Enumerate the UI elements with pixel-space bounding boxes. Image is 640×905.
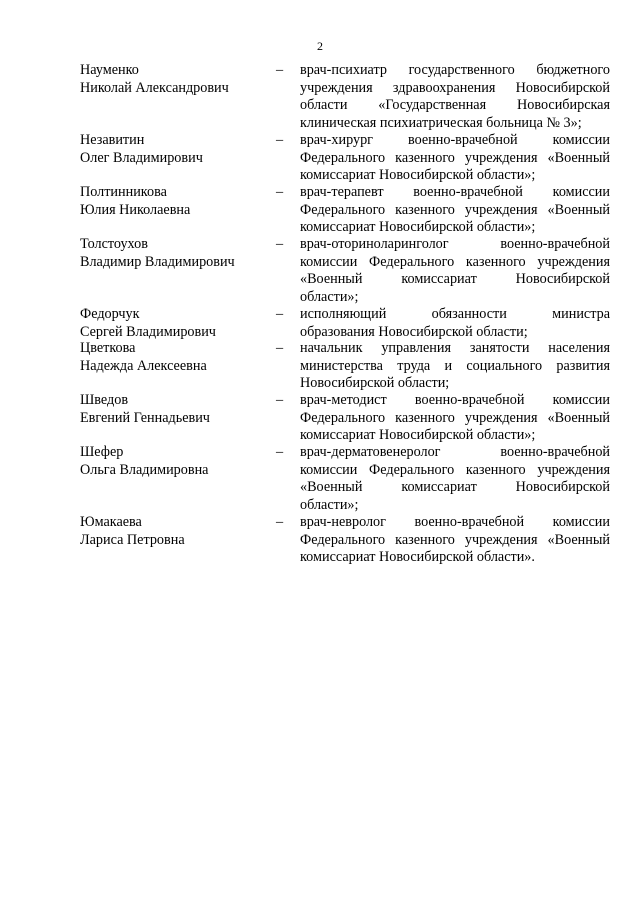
member-name: [80, 62, 280, 97]
position-line: врач-невролог военно-врачебной комиссии: [300, 514, 610, 530]
member-name: [80, 444, 280, 479]
position-line: начальник управления занятости населения: [300, 340, 610, 356]
position-line: учреждения здравоохранения Новосибирской: [300, 79, 610, 96]
position-line: исполняющий обязанности министра: [300, 306, 610, 322]
position-line: министерства труда и социального развития: [300, 357, 610, 374]
member-name: [80, 514, 280, 549]
position-line: «Военный комиссариат Новосибирской: [300, 479, 610, 496]
member-position: [300, 132, 610, 185]
member-given-names: Владимир Владимирович: [80, 253, 235, 270]
position-line: врач-оториноларинголог военно-врачебной: [300, 236, 610, 252]
member-name: [80, 306, 280, 341]
position-line: комиссариат Новосибирской области».: [300, 549, 535, 566]
member-position: [300, 62, 610, 132]
member-surname: Незавитин: [80, 132, 145, 148]
member-given-names: Сергей Владимирович: [80, 323, 216, 340]
member-given-names: Надежда Алексеевна: [80, 357, 207, 374]
member-given-names: Олег Владимирович: [80, 149, 203, 166]
member-surname: Шефер: [80, 444, 124, 460]
member-name: [80, 184, 280, 219]
member-position: [300, 340, 610, 393]
dash-separator: –: [276, 306, 284, 322]
position-line: клиническая психиатрическая больница № 3»;: [300, 114, 582, 131]
member-surname: Толстоухов: [80, 236, 148, 252]
position-line: области»;: [300, 288, 359, 305]
member-given-names: Николай Александрович: [80, 79, 229, 96]
member-surname: Науменко: [80, 62, 139, 78]
dash-separator: –: [276, 184, 284, 200]
position-line: комиссариат Новосибирской области»;: [300, 427, 536, 444]
position-line: врач-методист военно-врачебной комиссии: [300, 392, 610, 408]
position-line: образования Новосибирской области;: [300, 323, 528, 340]
position-line: врач-терапевт военно-врачебной комиссии: [300, 184, 610, 200]
member-surname: Юмакаева: [80, 514, 142, 530]
position-line: комиссии Федерального казенного учреждения: [300, 461, 610, 478]
dash-separator: –: [276, 514, 284, 530]
position-line: Федерального казенного учреждения «Военный: [300, 201, 610, 218]
member-position: [300, 444, 610, 514]
member-position: [300, 392, 610, 445]
member-position: [300, 236, 610, 306]
position-line: комиссариат Новосибирской области»;: [300, 219, 536, 236]
dash-separator: –: [276, 340, 284, 356]
position-line: Федерального казенного учреждения «Военный: [300, 531, 610, 548]
position-line: области»;: [300, 496, 359, 513]
dash-separator: –: [276, 236, 284, 252]
member-surname: Шведов: [80, 392, 129, 408]
dash-separator: –: [276, 132, 284, 148]
position-line: Новосибирской области;: [300, 375, 450, 392]
member-position: [300, 306, 610, 341]
member-surname: Федорчук: [80, 306, 140, 322]
position-line: врач-хирург военно-врачебной комиссии: [300, 132, 610, 148]
member-given-names: Лариса Петровна: [80, 531, 185, 548]
dash-separator: –: [276, 392, 284, 408]
position-line: врач-психиатр государственного бюджетного: [300, 62, 610, 78]
member-name: [80, 392, 280, 427]
member-name: [80, 132, 280, 167]
position-line: Федерального казенного учреждения «Военный: [300, 149, 610, 166]
position-line: врач-дерматовенеролог военно-врачебной: [300, 444, 610, 460]
member-name: [80, 340, 280, 375]
position-line: комиссариат Новосибирской области»;: [300, 167, 536, 184]
dash-separator: –: [276, 444, 284, 460]
position-line: Федерального казенного учреждения «Военный: [300, 409, 610, 426]
member-surname: Цветкова: [80, 340, 136, 356]
page-number: 2: [317, 39, 323, 53]
position-line: области «Государственная Новосибирская: [300, 97, 610, 114]
position-line: комиссии Федерального казенного учреждения: [300, 253, 610, 270]
dash-separator: –: [276, 62, 284, 78]
member-name: [80, 236, 280, 271]
position-line: «Военный комиссариат Новосибирской: [300, 271, 610, 288]
member-surname: Полтинникова: [80, 184, 167, 200]
member-given-names: Юлия Николаевна: [80, 201, 191, 218]
member-position: [300, 514, 610, 567]
member-position: [300, 184, 610, 237]
member-given-names: Ольга Владимировна: [80, 461, 209, 478]
member-given-names: Евгений Геннадьевич: [80, 409, 210, 426]
